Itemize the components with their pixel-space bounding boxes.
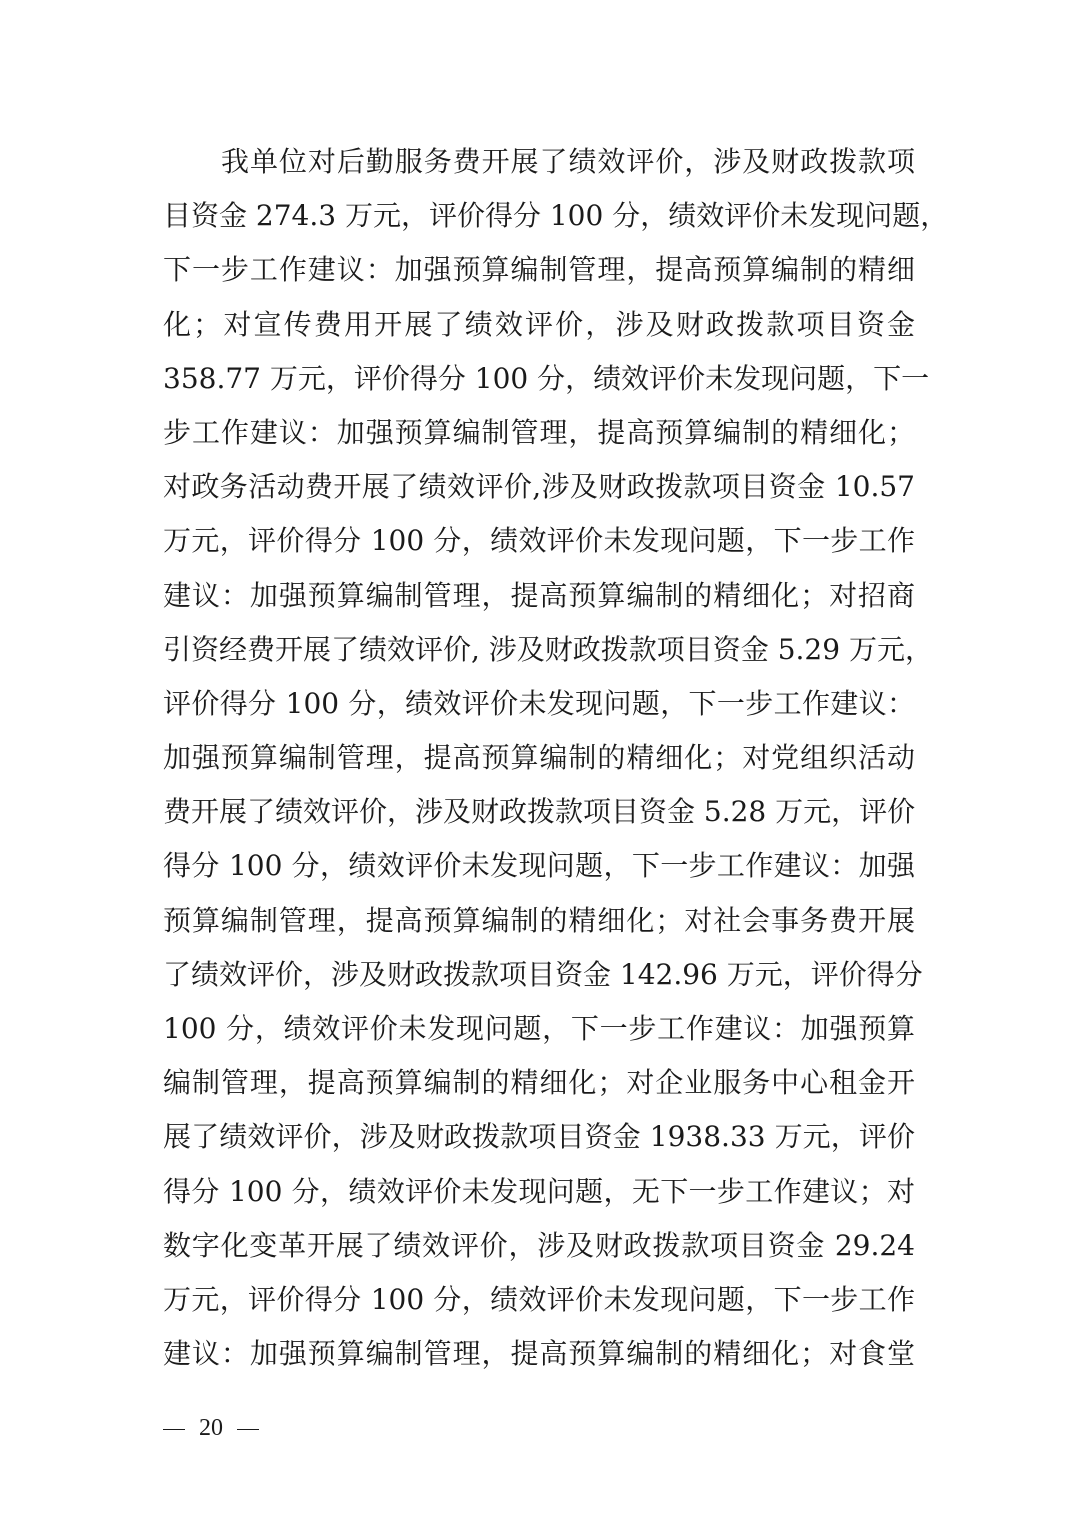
text-line: 编制管理，提高预算编制的精细化；对企业服务中心租金开	[163, 1066, 915, 1100]
text-line: 加强预算编制管理，提高预算编制的精细化；对党组织活动	[163, 741, 915, 775]
text-line: 得分 100 分，绩效评价未发现问题，无下一步工作建议；对	[163, 1174, 915, 1208]
text-line: 对政务活动费开展了绩效评价,涉及财政拨款项目资金 10.57	[163, 470, 915, 504]
text-line: 得分 100 分，绩效评价未发现问题，下一步工作建议：加强	[163, 849, 915, 883]
footer-dash-right	[237, 1429, 259, 1430]
text-line: 展了绩效评价，涉及财政拨款项目资金 1938.33 万元，评价	[163, 1120, 915, 1154]
text-line: 化；对宣传费用开展了绩效评价，涉及财政拨款项目资金	[163, 307, 915, 341]
text-line: 数字化变革开展了绩效评价，涉及财政拨款项目资金 29.24	[163, 1228, 915, 1262]
text-line: 引资经费开展了绩效评价, 涉及财政拨款项目资金 5.29 万元，	[163, 632, 933, 666]
text-line: 万元，评价得分 100 分，绩效评价未发现问题，下一步工作	[163, 524, 915, 558]
text-line: 万元，评价得分 100 分，绩效评价未发现问题，下一步工作	[163, 1282, 915, 1316]
text-line: 建议：加强预算编制管理，提高预算编制的精细化；对食堂	[163, 1337, 915, 1371]
footer-dash-left	[163, 1429, 185, 1430]
text-line: 下一步工作建议：加强预算编制管理，提高预算编制的精细	[163, 253, 915, 287]
page-number: 20	[199, 1415, 223, 1441]
text-line: 358.77 万元，评价得分 100 分，绩效评价未发现问题，下一	[163, 361, 930, 395]
text-line: 费开展了绩效评价，涉及财政拨款项目资金 5.28 万元，评价	[163, 795, 916, 829]
body-paragraph	[163, 135, 949, 1381]
text-line: 评价得分 100 分，绩效评价未发现问题，下一步工作建议：	[163, 686, 915, 720]
text-line: 了绩效评价，涉及财政拨款项目资金 142.96 万元，评价得分	[163, 957, 923, 991]
text-line: 我单位对后勤服务费开展了绩效评价，涉及财政拨款项	[221, 145, 915, 178]
text-line: 步工作建议：加强预算编制管理，提高预算编制的精细化；	[163, 415, 915, 449]
text-line: 目资金 274.3 万元，评价得分 100 分，绩效评价未发现问题，	[163, 199, 949, 233]
text-line: 100 分，绩效评价未发现问题，下一步工作建议：加强预算	[163, 1012, 915, 1045]
text-line: 建议：加强预算编制管理，提高预算编制的精细化；对招商	[163, 578, 915, 612]
page-footer	[163, 1398, 363, 1458]
text-line: 预算编制管理，提高预算编制的精细化；对社会事务费开展	[163, 903, 915, 937]
